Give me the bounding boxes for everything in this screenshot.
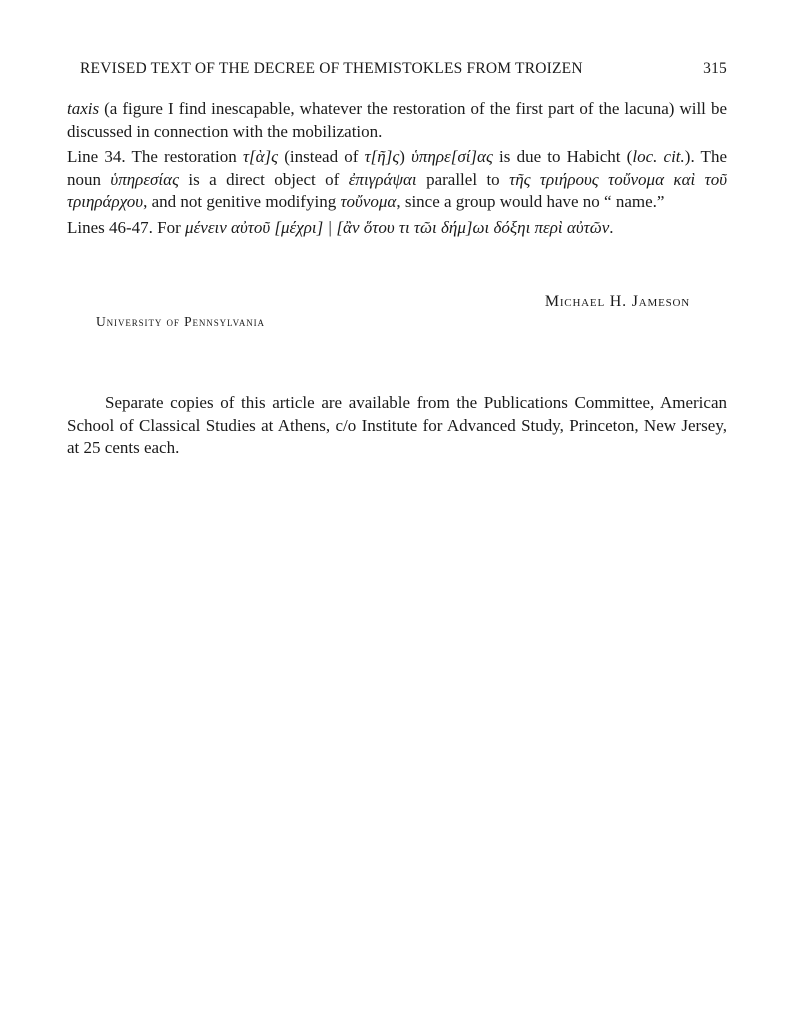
text-segment: Line 34. The restoration — [67, 147, 243, 166]
author-name: Michael H. Jameson — [544, 293, 690, 310]
paragraph-lines-46-47 — [67, 217, 727, 240]
greek-text: ὑπηρεσίας — [110, 169, 179, 189]
offprint-notice: Separate copies of this article are available from the Publications Committee, American School of Classical Studies at Athens, c/o Institute for Advanced Study, Princeton, New Jersey, at 25 cents each. — [67, 393, 727, 457]
paragraph-line-34 — [67, 146, 727, 214]
text-segment: ) — [399, 147, 412, 166]
greek-text: τῆς τριήρους τοὔνομα καὶ τοῦ τριηράρχου — [67, 169, 728, 211]
running-head — [80, 60, 727, 78]
text-segment: parallel to — [416, 169, 510, 189]
page-number: 315 — [703, 60, 727, 77]
greek-text: ὑπηρε[σί]ας — [411, 147, 493, 166]
greek-text: τ[ῆ]ς — [364, 147, 400, 166]
greek-text: τ[ὰ]ς — [242, 147, 279, 166]
text-segment: ). The noun — [67, 147, 727, 189]
paragraph-text: (a figure I find inescapable, whatever the restoration of the first part of the lacuna) will be discussed in connection with the mobilization. — [67, 99, 727, 141]
term-taxis: taxis — [67, 99, 100, 118]
text-segment: (instead of — [278, 147, 365, 166]
author-affiliation: University of Pennsylvania — [96, 314, 265, 329]
greek-text: ἐπιγράψαι — [348, 169, 417, 189]
text-segment: . — [609, 217, 614, 237]
running-title: REVISED TEXT OF THE DECREE OF THEMISTOKLES FROM TROIZEN — [80, 60, 583, 77]
text-segment: , and not genitive modifying — [143, 192, 341, 211]
text-segment: is due to Habicht ( — [492, 147, 633, 166]
text-segment: , since a group would have no “ name.” — [396, 192, 665, 211]
citation-loc-cit: loc. cit. — [632, 147, 685, 166]
text-segment: Lines 46-47. For — [67, 217, 186, 237]
greek-text: μένειν αὐτοῦ [μέχρι] | [ἂν ὅτου τι τῶι δήμ]ωι δόξηι περὶ αὐτῶν — [185, 217, 610, 237]
greek-text: τοὔνομα — [340, 192, 397, 211]
article-body — [67, 98, 727, 242]
text-segment: is a direct object of — [178, 169, 349, 189]
paragraph-taxis — [67, 98, 727, 143]
